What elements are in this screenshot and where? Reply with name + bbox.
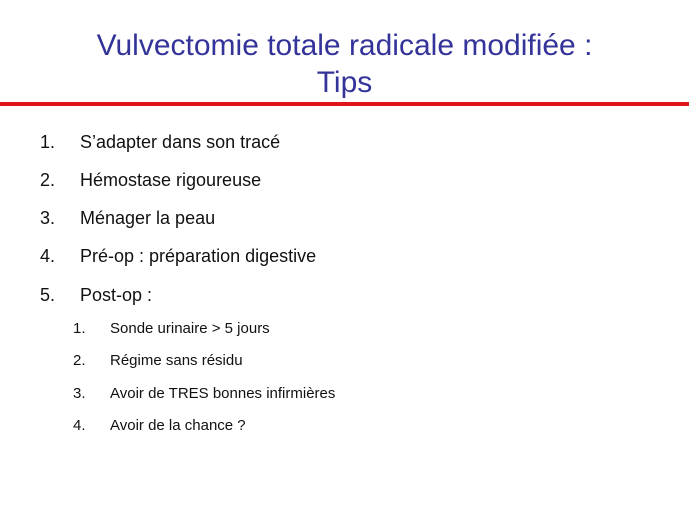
list-item xyxy=(40,169,660,191)
list-item xyxy=(40,284,660,306)
sub-list-item-number: 3. xyxy=(73,385,86,402)
sub-list-item xyxy=(73,351,653,370)
sub-list-item-text: Avoir de la chance ? xyxy=(110,417,246,434)
list-item-text: Pré-op : préparation digestive xyxy=(80,246,317,266)
list-item xyxy=(40,245,660,267)
sub-list-item-number: 1. xyxy=(73,320,86,337)
sub-list-item xyxy=(73,319,653,338)
sub-list-item-text: Avoir de TRES bonnes infirmières xyxy=(110,385,336,402)
title-divider xyxy=(0,102,689,106)
slide-title-line-2: Tips xyxy=(316,66,373,99)
list-item-text: S’adapter dans son tracé xyxy=(80,132,281,152)
list-item-number: 5. xyxy=(40,285,56,305)
sub-list-item-text: Régime sans résidu xyxy=(110,352,243,369)
list-item-number: 2. xyxy=(40,170,56,190)
list-item-text: Ménager la peau xyxy=(80,208,216,228)
sub-list-item xyxy=(73,416,653,435)
list-item-number: 4. xyxy=(40,246,56,266)
list-item-text: Post-op : xyxy=(80,285,153,305)
list-item xyxy=(40,207,660,229)
sub-list-item xyxy=(73,384,653,403)
list-item xyxy=(40,131,660,153)
sub-list-item-number: 4. xyxy=(73,417,86,434)
sub-list-item-number: 2. xyxy=(73,352,86,369)
list-item-number: 1. xyxy=(40,132,56,152)
list-item-text: Hémostase rigoureuse xyxy=(80,170,262,190)
list-item-number: 3. xyxy=(40,208,56,228)
slide-title xyxy=(0,27,689,101)
sub-list-item-text: Sonde urinaire > 5 jours xyxy=(110,320,270,337)
slide-title-line-1: Vulvectomie totale radicale modifiée : xyxy=(96,29,593,62)
